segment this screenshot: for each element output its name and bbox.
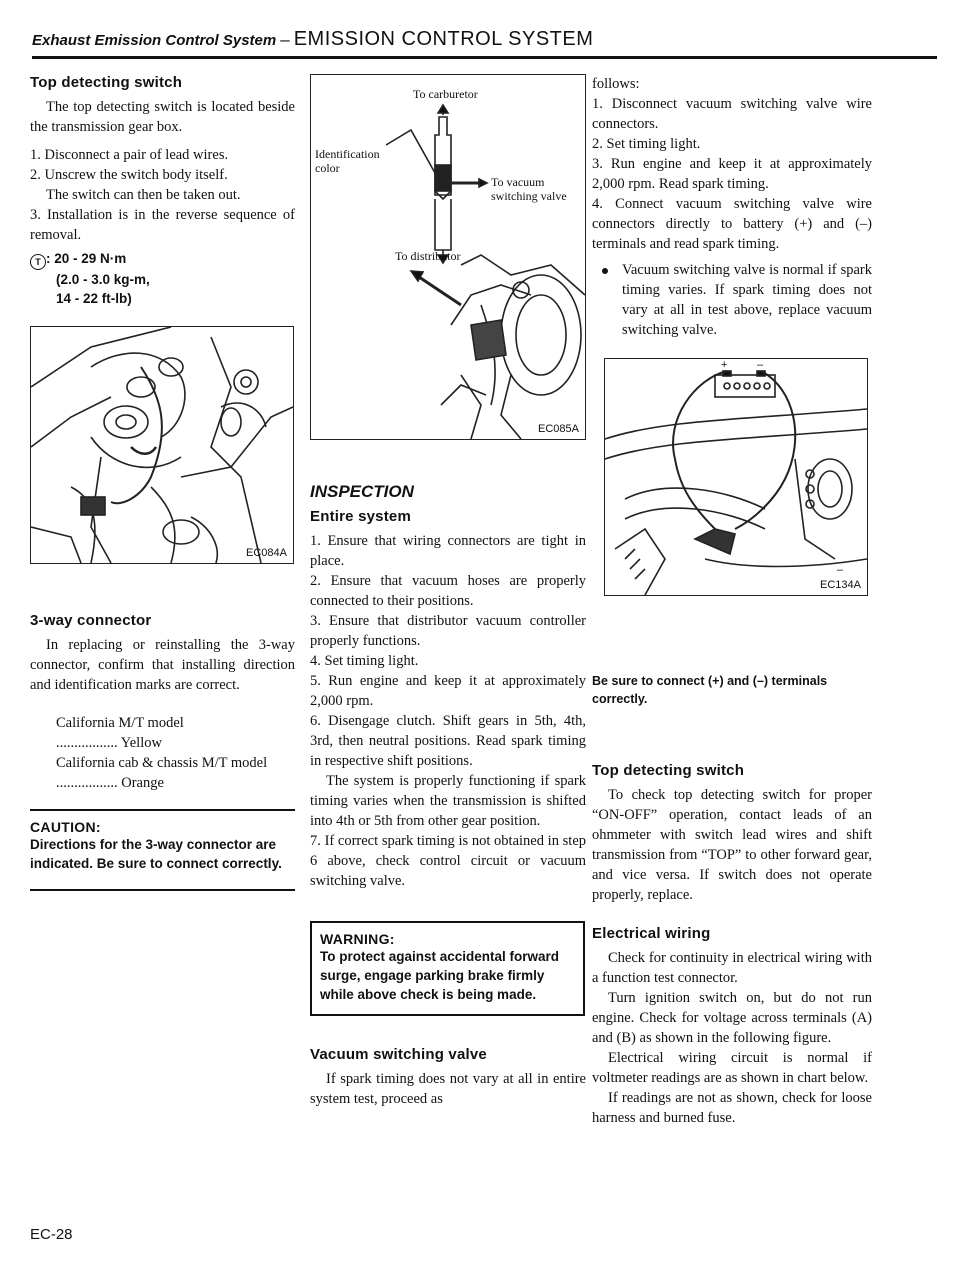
figure-battery	[604, 358, 868, 596]
inspection-step-6: 6. Disengage clutch. Shift gears in 5th, 4th, 3rd, then neutral positions. Read spark timing in respective shift positions.	[310, 713, 586, 769]
vacuum-bullet-text: Vacuum switching valve is normal if spark timing varies. If spark timing does not vary at all in test above, replace vacuum switching valve.	[622, 262, 872, 338]
model-california-mt-color: ................. Yellow	[56, 735, 162, 751]
inspection-step-4: 4. Set timing light.	[310, 653, 419, 669]
terminal-note: Be sure to connect (+) and (–) terminals correctly.	[592, 674, 828, 706]
page-header	[32, 28, 932, 58]
header-rule	[32, 56, 937, 59]
model-california-cab: California cab & chassis M/T model	[56, 755, 268, 771]
inspection-step-1: 1. Ensure that wiring connectors are tight in place.	[310, 533, 586, 569]
vacuum-step-4: 4. Connect vacuum switching valve wire connectors directly to battery (+) and (–) terminals and read spark timing.	[592, 196, 872, 252]
heading-electrical-wiring: Electrical wiring	[592, 925, 711, 942]
figure-code: EC134A	[820, 579, 861, 591]
column-left	[30, 74, 295, 891]
warning-box	[310, 921, 585, 1016]
inspection-step-7: 7. If correct spark timing is not obtained in step 6 above, check control circuit or vacuum switching valve.	[310, 833, 586, 889]
follows-text: follows:	[592, 76, 640, 92]
battery-plus: +	[721, 359, 728, 371]
model-california-cab-color: ................. Orange	[56, 775, 164, 791]
inspection-step-6-note: The system is properly functioning if spark timing varies when the transmission is shifted into 4th or 5th from other gear position.	[310, 773, 586, 829]
label-to-carburetor: To carburetor	[413, 87, 478, 101]
battery-minus: –	[757, 359, 764, 371]
top-switch-intro: The top detecting switch is located beside the transmission gear box.	[30, 99, 295, 135]
electrical-p4: If readings are not as shown, check for loose harness and burned fuse.	[592, 1090, 872, 1126]
vacuum-step-3: 3. Run engine and keep it at approximately 2,000 rpm. Read spark timing.	[592, 156, 872, 192]
heading-inspection: INSPECTION	[310, 482, 414, 501]
inspection-step-5: 5. Run engine and keep it at approximately 2,000 rpm.	[310, 673, 586, 709]
vacuum-step-2: 2. Set timing light.	[592, 136, 701, 152]
page-number: EC-28	[30, 1226, 73, 1243]
removal-step-2: 2. Unscrew the switch body itself.	[30, 167, 228, 183]
removal-step-3: 3. Installation is in the reverse sequence of removal.	[30, 207, 295, 243]
figure-code: EC084A	[246, 547, 287, 559]
torque-value-ftlb: 14 - 22 ft-lb)	[56, 291, 132, 306]
chapter-title: EMISSION CONTROL SYSTEM	[293, 28, 594, 50]
electrical-p1: Check for continuity in electrical wiring with a function test connector.	[592, 950, 872, 986]
label-to-vacuum: To vacuum	[491, 175, 545, 189]
heading-vacuum-switching-valve: Vacuum switching valve	[310, 1046, 487, 1063]
bullet-icon	[602, 268, 608, 274]
removal-step-1: 1. Disconnect a pair of lead wires.	[30, 147, 229, 163]
heading-entire-system: Entire system	[310, 508, 411, 525]
inspection-step-3: 3. Ensure that distributor vacuum controller properly functions.	[310, 613, 586, 649]
warning-body: To protect against accidental forward surge, engage parking brake firmly while above check is being made.	[320, 949, 560, 1002]
figure-top-switch	[30, 326, 294, 564]
torque-wrench-icon: T	[30, 254, 46, 270]
caution-title: CAUTION:	[30, 819, 101, 835]
electrical-p2: Turn ignition switch on, but do not run engine. Check for voltage across terminals (A) and (B) as shown in the following figure.	[592, 990, 872, 1046]
caution-body: Directions for the 3-way connector are indicated. Be sure to connect correctly.	[30, 837, 282, 871]
electrical-p3: Electrical wiring circuit is normal if voltmeter readings are as shown in chart below.	[592, 1050, 872, 1086]
heading-top-detecting-switch: Top detecting switch	[30, 74, 183, 91]
section-title: Exhaust Emission Control System	[32, 32, 277, 49]
torque-value-kgm: (2.0 - 3.0 kg-m,	[56, 272, 150, 287]
caution-box	[30, 809, 295, 891]
label-color: color	[315, 161, 340, 175]
header-dash: –	[280, 30, 290, 49]
vacuum-body: If spark timing does not vary at all in entire system test, proceed as	[310, 1071, 586, 1107]
figure-connector	[310, 74, 586, 440]
torque-spec	[30, 249, 295, 308]
torque-value-nm: : 20 - 29 N·m	[46, 251, 127, 266]
heading-top-detecting-switch-check: Top detecting switch	[592, 762, 745, 779]
label-identification: Identification	[315, 147, 380, 161]
connector-body: In replacing or reinstalling the 3-way connector, confirm that installing direction and identification marks are correct.	[30, 637, 295, 693]
label-switching-valve: switching valve	[491, 189, 567, 203]
model-california-mt: California M/T model	[56, 715, 184, 731]
inspection-step-2: 2. Ensure that vacuum hoses are properly connected to their positions.	[310, 573, 586, 609]
terminal-minus: –	[836, 564, 843, 576]
top-switch-check-body: To check top detecting switch for proper “ON-OFF” operation, contact leads of an ohmmeter with switch lead wires and shift transmission from “TOP” to other forward gear, and vice versa. If switch does not operate properly, replace.	[592, 787, 872, 903]
warning-title: WARNING:	[320, 931, 395, 947]
vacuum-bullet	[592, 260, 872, 340]
caution-rule	[30, 889, 295, 891]
column-right	[592, 74, 872, 1128]
label-to-distributor: To distributor	[395, 249, 461, 263]
battery-illustration-icon	[605, 359, 867, 595]
heading-3way-connector: 3-way connector	[30, 612, 152, 629]
column-middle	[310, 74, 586, 1109]
vacuum-step-1: 1. Disconnect vacuum switching valve wire connectors.	[592, 96, 872, 132]
removal-step-2-note: The switch can then be taken out.	[46, 187, 241, 203]
engine-illustration-icon	[31, 327, 293, 563]
figure-code: EC085A	[538, 423, 579, 435]
